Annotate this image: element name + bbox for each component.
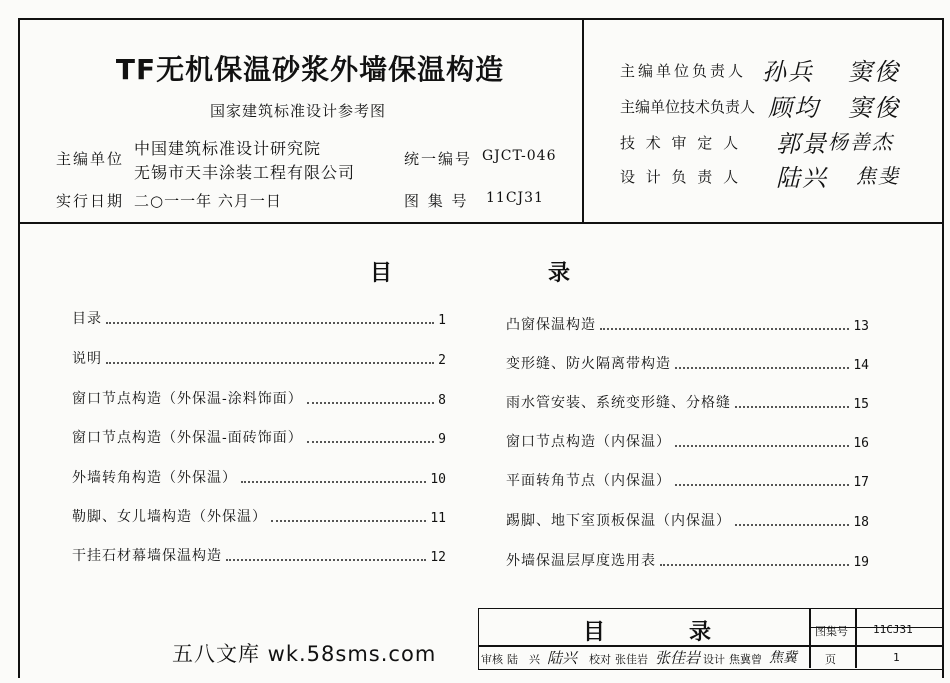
toc-entry-page: 16 bbox=[853, 436, 869, 451]
toc-heading-right: 录 bbox=[548, 260, 571, 286]
toc-entry-page: 13 bbox=[853, 319, 869, 334]
atlas-label: 图 集 号 bbox=[404, 192, 469, 210]
toc-entry[interactable] bbox=[506, 314, 869, 334]
watermark-text: 五八文库 wk.58sms.com bbox=[172, 642, 437, 666]
approval-role: 设 计 负 责 人 bbox=[620, 168, 742, 186]
toc-entry-title: 窗口节点构造（内保温） bbox=[506, 434, 671, 450]
header-vertical-divider bbox=[582, 18, 584, 222]
toc-entry-title: 勒脚、女儿墙构造（外保温） bbox=[72, 509, 267, 525]
toc-entry-title: 窗口节点构造（外保温-涂料饰面） bbox=[72, 391, 303, 407]
toc-entry-title: 干挂石材幕墙保温构造 bbox=[72, 548, 222, 564]
toc-entry[interactable] bbox=[72, 308, 446, 328]
signature: 顾均 bbox=[768, 94, 820, 122]
date-value: 二○一一年 六月一日 bbox=[134, 192, 282, 210]
toc-entry[interactable] bbox=[72, 467, 446, 487]
drawing-subtitle: 国家建筑标准设计参考图 bbox=[210, 102, 387, 120]
approval-role: 技 术 审 定 人 bbox=[620, 134, 742, 152]
editor-unit-label: 主编单位 bbox=[56, 150, 125, 168]
toc-entry-page: 12 bbox=[430, 550, 446, 565]
signature: 孙兵 bbox=[762, 58, 814, 86]
signature: 焦斐 bbox=[856, 164, 900, 188]
code-value: GJCT-046 bbox=[482, 148, 557, 164]
drawing-title: TF无机保温砂浆外墙保温构造 bbox=[115, 53, 505, 86]
toc-entry-page: 2 bbox=[438, 353, 446, 368]
title-block-page-value: 1 bbox=[893, 651, 900, 664]
toc-entry-page: 11 bbox=[430, 511, 446, 526]
approval-role: 主编单位负责人 bbox=[620, 62, 747, 80]
checker-signature: 张佳岩 bbox=[655, 649, 701, 667]
reviewer-name: 陆 兴 bbox=[507, 653, 540, 666]
toc-entry-title: 凸窗保温构造 bbox=[506, 317, 596, 333]
toc-entry-page: 10 bbox=[430, 472, 446, 487]
toc-entry-title: 外墙转角构造（外保温） bbox=[72, 470, 237, 486]
checker-name: 张佳岩 bbox=[615, 653, 648, 666]
signature: 窦俊 bbox=[848, 58, 900, 86]
toc-entry[interactable] bbox=[506, 431, 869, 451]
toc-entry-title: 外墙保温层厚度选用表 bbox=[506, 553, 656, 569]
signature: 杨善杰 bbox=[828, 130, 894, 154]
toc-entry[interactable] bbox=[72, 388, 446, 408]
toc-entry-page: 19 bbox=[853, 555, 869, 570]
title-block bbox=[478, 608, 944, 670]
toc-entry-page: 17 bbox=[853, 475, 869, 490]
title-block-atlas-label: 图集号 bbox=[815, 625, 848, 638]
code-label: 统一编号 bbox=[404, 150, 473, 168]
toc-entry[interactable] bbox=[506, 510, 869, 530]
editor-unit-2: 无锡市天丰涂装工程有限公司 bbox=[134, 163, 356, 182]
atlas-value: 11CJ31 bbox=[486, 190, 544, 206]
toc-entry[interactable] bbox=[72, 506, 446, 526]
title-block-page-label: 页 bbox=[825, 653, 836, 666]
approval-role: 主编单位技术负责人 bbox=[620, 98, 756, 116]
signature: 陆兴 bbox=[776, 164, 828, 192]
toc-entry-title: 目录 bbox=[72, 311, 102, 327]
toc-entry-page: 9 bbox=[438, 432, 446, 447]
editor-unit-1: 中国建筑标准设计研究院 bbox=[134, 139, 322, 158]
toc-entry-page: 15 bbox=[853, 397, 869, 412]
toc-entry[interactable] bbox=[72, 348, 446, 368]
toc-entry[interactable] bbox=[506, 550, 869, 570]
title-block-heading-left: 目 bbox=[583, 619, 606, 645]
check-label: 校对 bbox=[589, 653, 611, 666]
design-label: 设计 bbox=[703, 653, 725, 666]
header-divider bbox=[18, 222, 944, 224]
toc-entry[interactable] bbox=[72, 427, 446, 447]
date-label: 实行日期 bbox=[56, 192, 125, 210]
toc-entry-page: 1 bbox=[438, 313, 446, 328]
review-label: 审核 bbox=[481, 653, 503, 666]
toc-entry[interactable] bbox=[72, 545, 446, 565]
toc-entry-page: 8 bbox=[438, 393, 446, 408]
toc-entry-page: 14 bbox=[853, 358, 869, 373]
designer-name: 焦冀曾 bbox=[729, 653, 762, 666]
toc-entry[interactable] bbox=[506, 353, 869, 373]
toc-entry-page: 18 bbox=[853, 515, 869, 530]
title-block-atlas-value: 11CJ31 bbox=[873, 623, 913, 636]
title-block-heading-right: 录 bbox=[689, 619, 712, 645]
toc-entry-title: 窗口节点构造（外保温-面砖饰面） bbox=[72, 430, 303, 446]
toc-entry-title: 平面转角节点（内保温） bbox=[506, 473, 671, 489]
toc-entry[interactable] bbox=[506, 470, 869, 490]
toc-entry-title: 踢脚、地下室顶板保温（内保温） bbox=[506, 513, 731, 529]
toc-heading-left: 目 bbox=[370, 260, 393, 286]
designer-signature: 焦冀 bbox=[769, 650, 797, 666]
toc-entry-title: 变形缝、防火隔离带构造 bbox=[506, 356, 671, 372]
signature: 窦俊 bbox=[848, 94, 900, 122]
signature: 郭景 bbox=[776, 130, 828, 158]
toc-entry-title: 雨水管安装、系统变形缝、分格缝 bbox=[506, 395, 731, 411]
toc-entry-title: 说明 bbox=[72, 351, 102, 367]
toc-entry[interactable] bbox=[506, 392, 869, 412]
reviewer-signature: 陆兴 bbox=[547, 649, 578, 667]
